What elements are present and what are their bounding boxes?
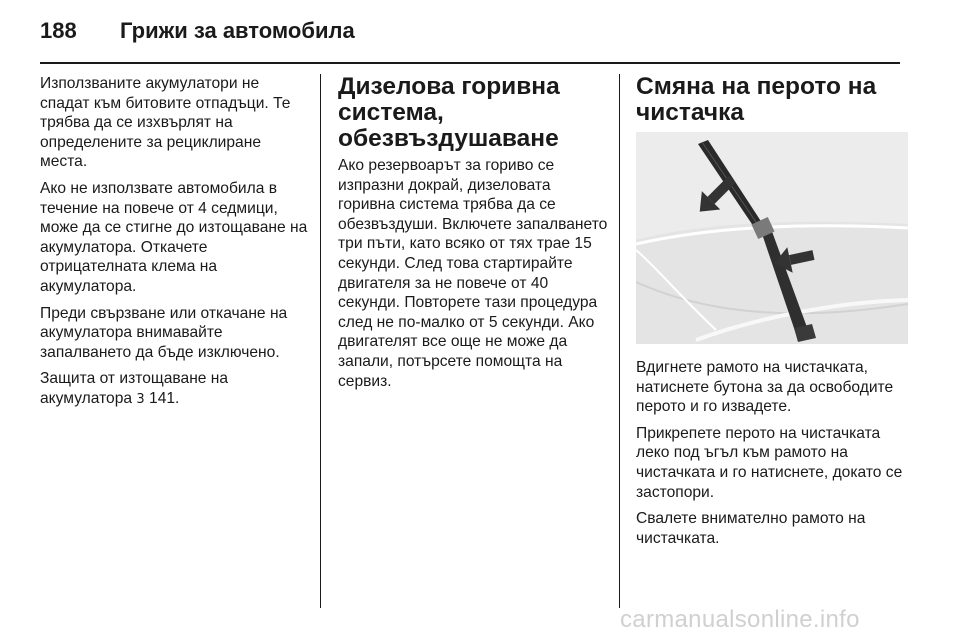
paragraph: Вдигнете рамото на чистачката, натиснете бутона за да освободите перото и го извадете.: [636, 359, 894, 416]
paragraph: Свалете внимателно рамото на чистачката.: [636, 510, 866, 547]
column-divider: [320, 74, 321, 608]
paragraph: Ако не използвате автомобила в течение на повече от 4 седмици, може да се стигне до изтощаване на акумулатора. Откачете отрицателната клема на акумулатора.: [40, 179, 308, 295]
column-divider: [619, 74, 620, 608]
reference-text: Защита от изтощаване на акумулатора: [40, 370, 229, 407]
header-rule: [40, 62, 900, 64]
page-number: 188: [40, 18, 77, 43]
column-battery: [40, 74, 310, 417]
page-header: [40, 14, 920, 48]
section-heading: Смяна на перото на чистачка: [636, 73, 877, 126]
paragraph: Преди свързване или откачане на акумулатора внимавайте запалването да бъде изключено.: [40, 304, 288, 361]
paragraph: Ако резервоарът за гориво се изпразни докрай, дизеловата горивна система трябва да се обезвъздуши. Включете запалването три пъти, като всяко от тях трае 15 секунди. След това стартирайте двигателя за не повече от 40 секунди. Повторете тази процедура след не по-малко от 5 секунди. Ако двигателят все още не може да запали, потърсете помощта на сервиз.: [338, 157, 608, 390]
paragraph: Използваните акумулатори не спадат към битовите отпадъци. Те трябва да се изхвърлят на определените за рециклиране места.: [40, 75, 291, 171]
reference-page: 141.: [149, 389, 180, 407]
wiper-illustration-svg: [636, 132, 908, 344]
chapter-title: Грижи за автомобила: [120, 18, 355, 43]
section-heading: Дизелова горивна система, обезвъздушаване: [338, 73, 560, 152]
wiper-blade-illustration: [636, 132, 908, 344]
watermark: carmanualsonline.info: [620, 606, 860, 633]
paragraph: Прикрепете перото на чистачката леко под ъгъл към рамото на чистачката и го натиснете, докато се застопори.: [636, 424, 903, 501]
page-reference-icon: 3: [136, 391, 145, 407]
column-diesel: [338, 74, 608, 398]
paragraph-with-reference: [40, 369, 310, 409]
column-wiper: [636, 74, 908, 555]
